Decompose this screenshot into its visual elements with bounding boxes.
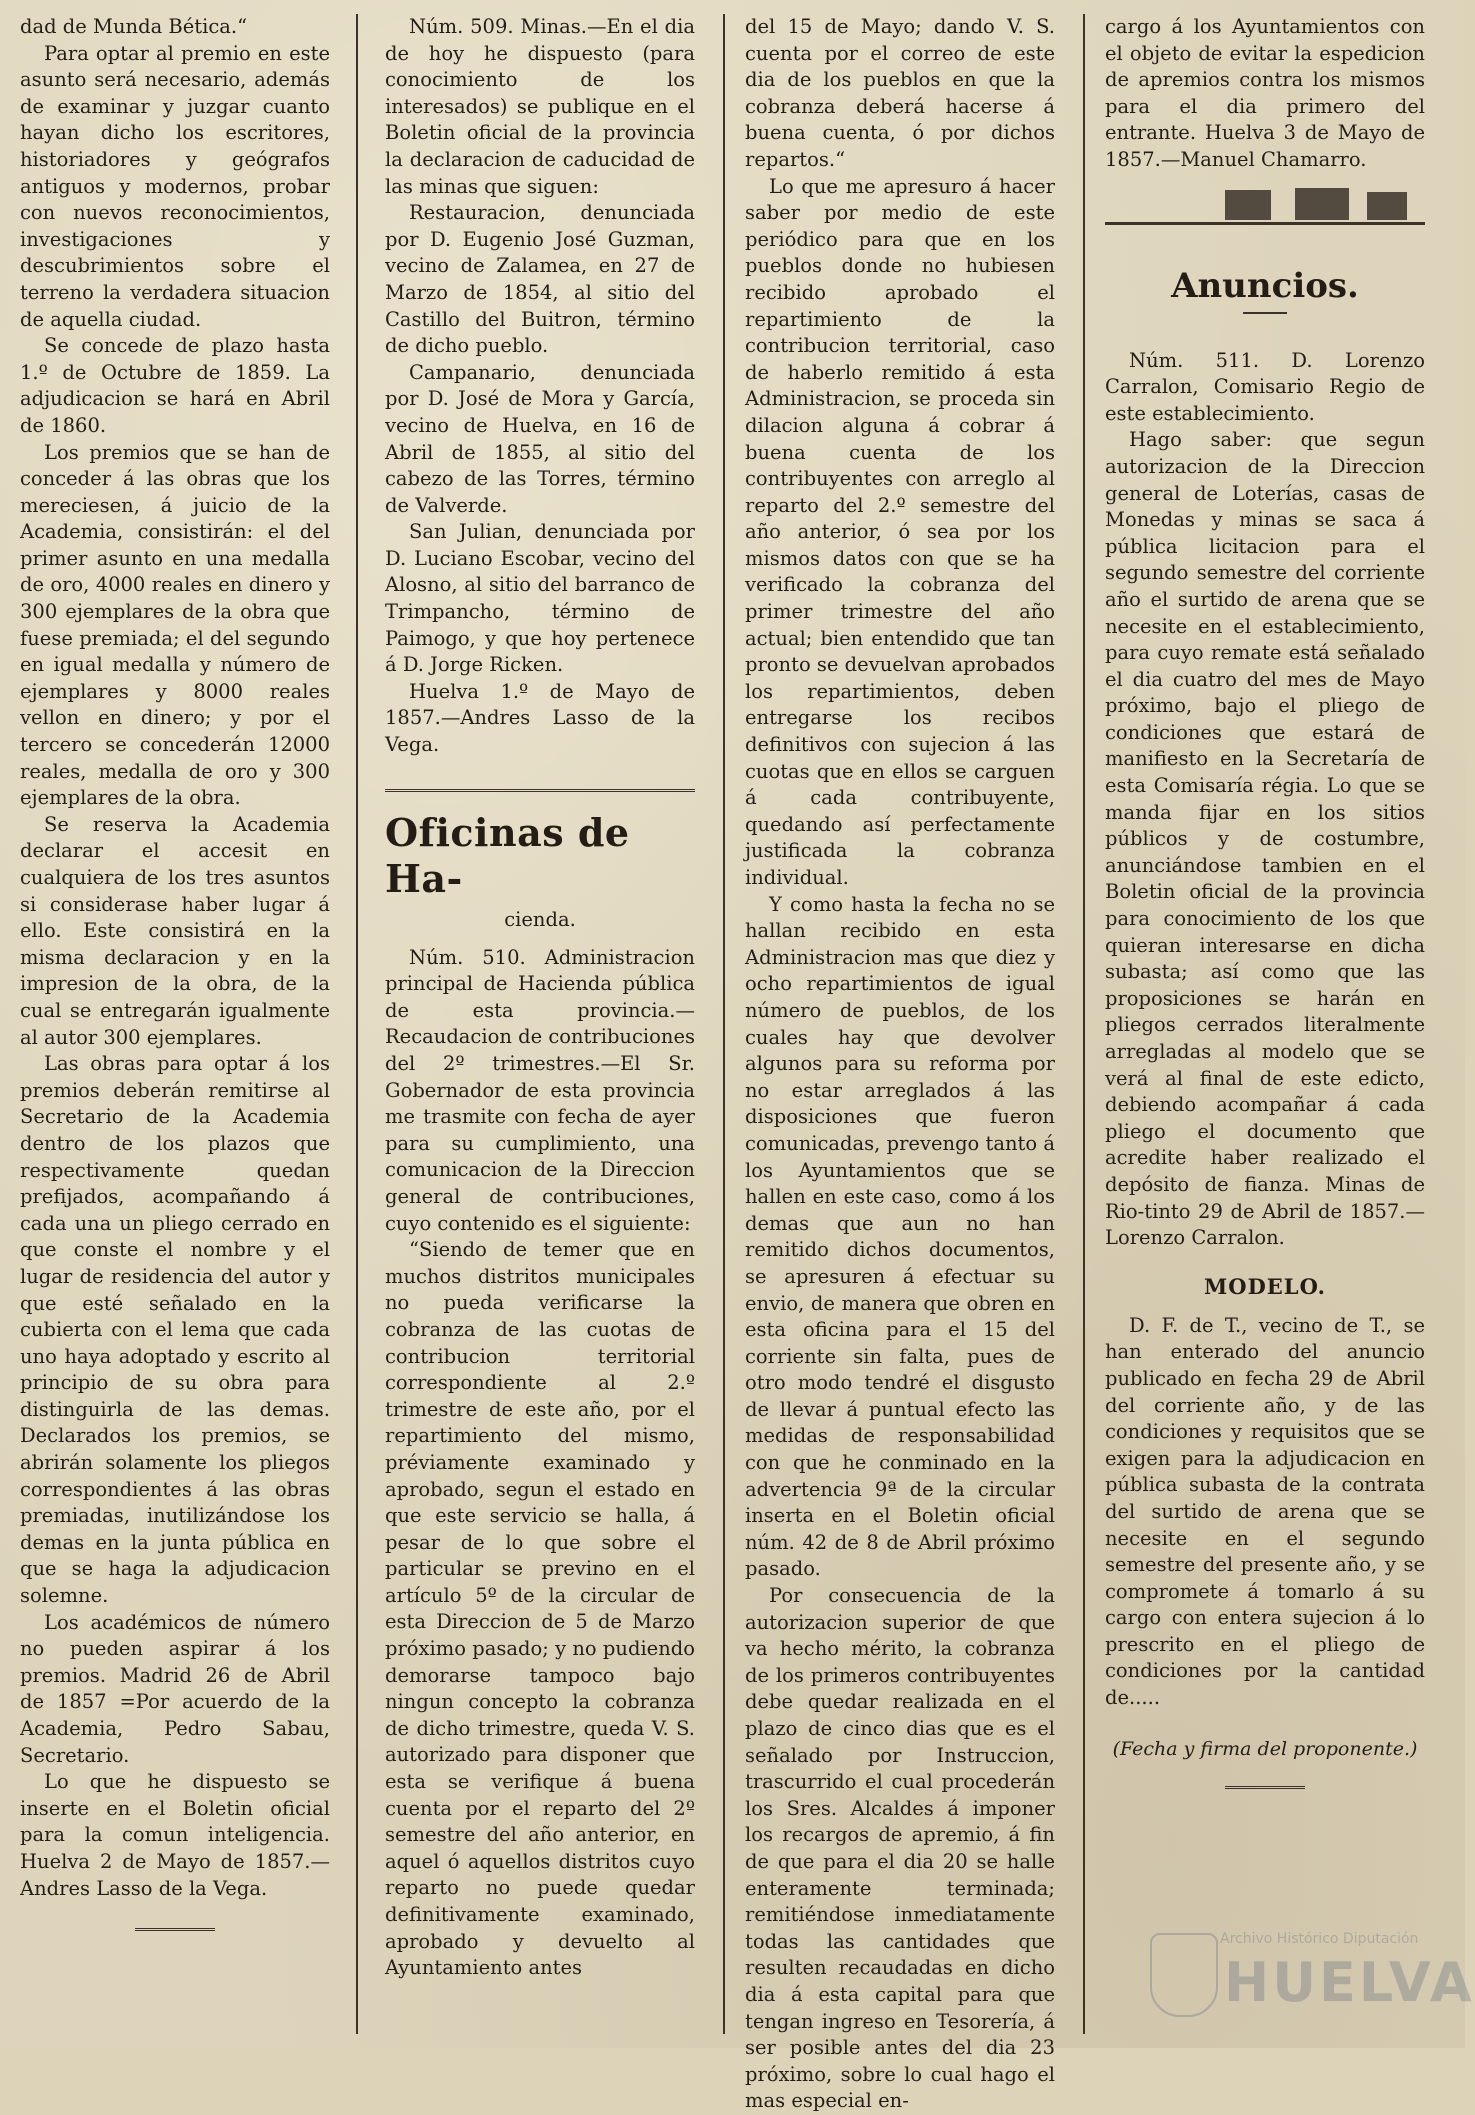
archive-watermark <box>1150 1925 1475 2025</box>
section-heading: Oficinas de Ha- <box>385 809 630 901</box>
section-separator <box>1105 184 1425 232</box>
paragraph: Núm. 511. D. Lorenzo Carralon, Comisario Regio de este establecimiento. <box>1105 348 1425 425</box>
paragraph: Núm. 510. Administracion principal de Hacienda pública de esta provincia.—Recaudacion de contribuciones del 2º trimestres.—El Sr. Gobernador de esta provincia me trasmite con fecha de ayer para su cumplimiento, una comunicacion de la Direccion general de contribuciones, cuyo contenido es el siguiente: <box>385 945 695 1235</box>
paragraph: Se reserva la Academia declarar el accesit en cualquiera de los tres asuntos si considerase haber lugar á ello. Este consistirá en la misma declaracion y en la impresion de la obra, de la cual se entregarán igualmente al autor 300 ejemplares. <box>20 812 330 1049</box>
column-2 <box>385 14 695 2034</box>
divider <box>1243 312 1287 314</box>
paragraph: Lo que he dispuesto se inserte en el Boletin oficial para la comun inteligencia. Huelva 2 de Mayo de 1857.— Andres Lasso de la Vega. <box>20 1770 330 1900</box>
column-rule <box>1083 14 1085 2034</box>
paragraph: cargo á los Ayuntamientos con el objeto de evitar la espedicion de apremios contra los mismos para el dia primero del entrante. Huelva 3 de Mayo de 1857.—Manuel Chamarro. <box>1105 15 1425 171</box>
paragraph: D. F. de T., vecino de T., se han enterado del anuncio publicado en fecha 29 de Abril del corriente año, y de las condiciones y requisitos que se exigen para la adjudicacion en pública subasta de la contrata del surtido de arena que se necesite en el segundo semestre del presente año, y se compromete á tomarlo á su cargo con entera sujecion á lo prescrito en el pliego de condiciones por la cantidad de..... <box>1105 1313 1425 1710</box>
crest-icon <box>1150 1933 1218 2017</box>
paragraph: Huelva 1.º de Mayo de 1857.—Andres Lasso de la Vega. <box>385 679 695 757</box>
paragraph: Núm. 509. Minas.—En el dia de hoy he dispuesto (para conocimiento de los interesados) se publique en el Boletin oficial de la provincia la declaracion de caducidad de las minas que siguen: <box>385 15 695 198</box>
paragraph: Y como hasta la fecha no se hallan recibido en esta Administracion mas que diez y ocho repartimientos de igual número de pueblos, de los cuales hay que devolver algunos para su reforma por no estar arreglados á las disposiciones que fueron comunicadas, prevengo tanto á los Ayuntamientos que se hallen en este caso, como á los demas que aun no han remitido dichos documentos, se apresuren á efectuar su envio, de manera que obren en esta oficina para el 15 del corriente sin falta, pues de otro modo tendré el disgusto de llevar á puntual efecto las medidas de responsabilidad con que he conminado en la advertencia 9ª de la circular inserta en el Boletin oficial núm. 42 de 8 de Abril próximo pasado. <box>745 892 1055 1581</box>
paragraph: San Julian, denunciada por D. Luciano Escobar, vecino del Alosno, al sitio del barranco de Trimpancho, término de Paimogo, y que hoy pertenece á D. Jorge Ricken. <box>385 520 695 677</box>
column-rule <box>723 14 725 2034</box>
watermark-small-text: Archivo Histórico Diputación <box>1220 1931 1419 1947</box>
paragraph: Los premios que se han de conceder á las obras que los mereciesen, á juicio de la Academia, consistirán: el del primer asunto en una medalla de oro, 4000 reales en dinero y 300 ejemplares de la obra que fuese premiada; el del segundo en igual medalla y número de ejemplares y 8000 reales vellon en dinero; y por el tercero se concederán 12000 reales, medalla de oro y 300 ejemplares de la obra. <box>20 440 330 810</box>
paragraph: Por consecuencia de la autorizacion superior de que va hecho mérito, la cobranza de los primeros contribuyentes debe quedar realizada en el plazo de cinco dias que es el señalado por Instruccion, trascurrido el cual procederán los Sres. Alcaldes á imponer los recargos de apremio, á fin de que para el dia 20 se halle enteramente terminada; remitiéndose inmediatamente todas las cantidades que resulten recaudadas en dicho dia á esta capital para que tengan ingreso en Tesorería, á ser posible antes del dia 23 próximo, sobre lo cual hago el mas especial en- <box>745 1584 1055 2113</box>
section-heading: Anuncios. <box>1171 265 1359 306</box>
paragraph: Restauracion, denunciada por D. Eugenio José Guzman, vecino de Zalamea, en 27 de Marzo de 1854, al sitio del Castillo del Buitron, término de dicho pueblo. <box>385 201 695 358</box>
paragraph: Se concede de plazo hasta 1.º de Octubre de 1859. La adjudicacion se hará en Abril de 1860. <box>20 334 330 437</box>
paragraph: Para optar al premio en este asunto será necesario, además de examinar y juzgar cuanto hayan dicho los escritores, historiadores y geógrafos antiguos y modernos, probar con nuevos reconocimientos, investigaciones y descubrimientos sobre el terreno la verdadera situacion de aquella ciudad. <box>20 41 330 331</box>
signature-line: (Fecha y firma del proponente.) <box>1112 1737 1418 1760</box>
paragraph: Las obras para optar á los premios deberán remitirse al Secretario de la Academia dentro de los plazos que respectivamente quedan prefijados, acompañando á cada una un pliego cerrado en que conste el nombre y el lugar de residencia del autor y que esté señalado en la cubierta con el lema que cada uno haya adoptado y escrito al principio de su obra para distinguirla de las demas. Declarados los premios, se abrirán solamente los pliegos correspondientes á las obras premiadas, inutilizándose los demas en la junta pública en que se haga la adjudicacion solemne. <box>20 1052 330 1608</box>
model-heading: MODELO. <box>1204 1273 1326 1299</box>
watermark-big-text: HUELVA <box>1224 1951 1475 2014</box>
column-rule <box>356 14 358 2034</box>
column-1 <box>20 14 330 2034</box>
section-separator <box>385 789 695 792</box>
paragraph: dad de Munda Bética.“ <box>20 15 248 38</box>
column-4 <box>1105 14 1425 2034</box>
paragraph: del 15 de Mayo; dando V. S. cuenta por el correo de este dia de los pueblos en que la cobranza deberá hacerse á buena cuenta, ó por dichos repartos.“ <box>745 15 1055 171</box>
paragraph: Campanario, denunciada por D. José de Mora y García, vecino de Huelva, en 16 de Abril de 1855, al sitio del cabezo de las Torres, término de Valverde. <box>385 360 695 517</box>
paragraph: “Siendo de temer que en muchos distritos municipales no pueda verificarse la cobranza de las cuotas de contribucion territorial correspondiente al 2.º trimestre de este año, por el repartimiento del mismo, préviamente examinado y aprobado, segun el estado en que este servicio se halla, á pesar de lo que sobre el particular se previno en el artículo 5º de la circular de esta Direccion de 5 de Marzo próximo pasado; y no pudiendo demorarse tampoco bajo ningun concepto la cobranza de dicho trimestre, queda V. S. autorizado para disponer que esta se verifique á buena cuenta por el reparto del 2º semestre del año anterior, en aquel ó aquellos distritos cuyo reparto no puede quedar definitivamente examinado, aprobado y devuelto al Ayuntamiento antes <box>385 1238 695 1980</box>
column-3 <box>745 14 1055 2113</box>
paragraph: Lo que me apresuro á hacer saber por medio de este periódico para que en los pueblos donde no hubiesen recibido aprobado el repartimiento de la contribucion territorial, caso de haberlo remitido á esta Administracion, se proceda sin dilacion alguna á cobrar á buena cuenta de los contribuyentes con arreglo al reparto del 2.º semestre del año anterior, ó sea por los mismos datos con que se ha verificado la cobranza del primer trimestre del año actual; bien entendido que tan pronto se devuelvan aprobados los repartimientos, deben entregarse los recibos definitivos con sujecion á las cuotas que en ellos se carguen á cada contribuyente, quedando así perfectamente justificada la cobranza individual. <box>745 174 1055 889</box>
paragraph: Los académicos de número no pueden aspirar á los premios. Madrid 26 de Abril de 1857 =Por acuerdo de la Academia, Pedro Sabau, Secretario. <box>20 1610 330 1767</box>
section-separator <box>135 1928 215 1931</box>
section-separator <box>1225 1786 1305 1789</box>
section-heading-continuation: cienda. <box>504 907 576 931</box>
paragraph: Hago saber: que segun autorizacion de la Direccion general de Loterías, casas de Monedas y minas se saca á pública licitacion para el segundo semestre del corriente año el surtido de arena que se necesite en el establecimiento, para cuyo remate está señalado el dia cuatro del mes de Mayo próximo, bajo el pliego de condiciones que estará de manifiesto en la Secretaría de esta Comisaría régia. Lo que se manda fijar en los sitios públicos y de costumbre, anunciándose tambien en el Boletin oficial de la provincia para conocimiento de los que quieran interesarse en dicha subasta; así como que las proposiciones se harán en pliegos cerrados literalmente arregladas al modelo que se verá al final de este edicto, debiendo acompañar á cada pliego el documento que acredite haber realizado el depósito de fianza. Minas de Rio-tinto 29 de Abril de 1857.—Lorenzo Carralon. <box>1105 428 1425 1250</box>
